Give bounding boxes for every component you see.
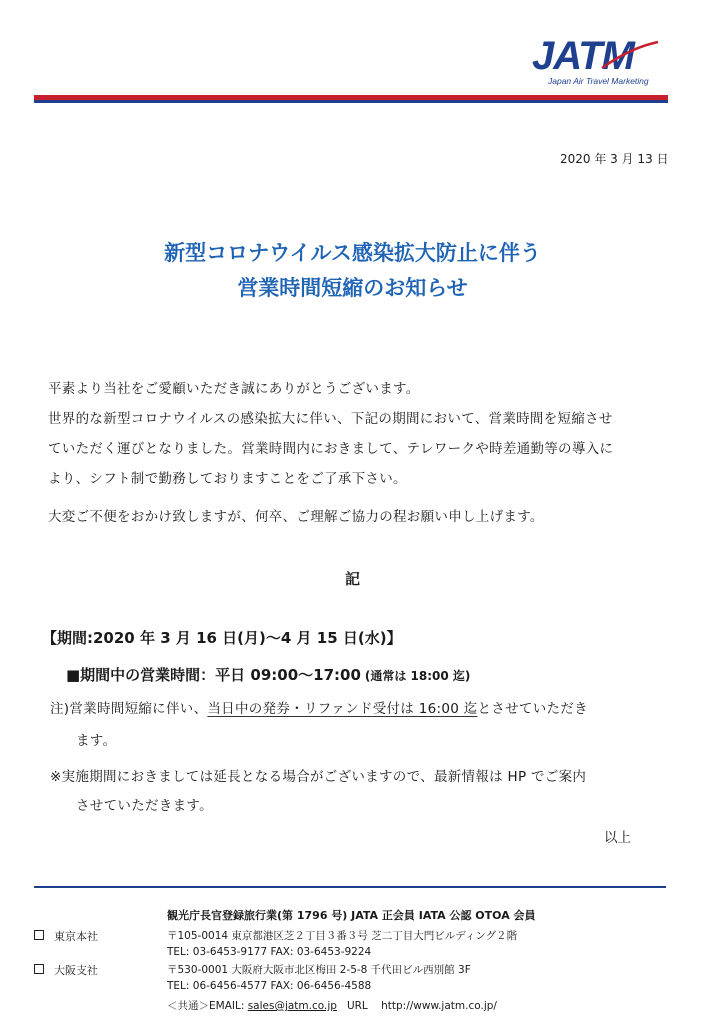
period-heading: 【期間:2020 年 3 月 16 日(月)～4 月 15 日(水)】 bbox=[42, 629, 402, 647]
logo-subtitle: Japan Air Travel Marketing bbox=[548, 76, 649, 86]
contact-line bbox=[167, 998, 497, 1013]
document-date: 2020 年 3 月 13 日 bbox=[560, 152, 669, 166]
note-suffix: とさせていただき bbox=[477, 701, 588, 717]
business-hours bbox=[66, 664, 470, 685]
body-paragraph-3: ていただく運びとなりました。営業時間内におきまして、テレワークや時差通勤等の導入に bbox=[48, 441, 614, 457]
logo-swoosh-icon bbox=[600, 38, 660, 72]
closing-mark: 以上 bbox=[604, 830, 631, 846]
checkbox-icon bbox=[34, 930, 44, 940]
body-paragraph-5: 大変ご不便をおかけ致しますが、何卒、ご理解ご協力の程お願い申し上げます。 bbox=[48, 509, 544, 525]
footer-divider bbox=[34, 886, 666, 888]
note-line-1 bbox=[50, 697, 588, 717]
osaka-address: 〒530-0001 大阪府大阪市北区梅田 2-5-8 千代田ビル西別館 3F bbox=[167, 964, 471, 976]
title-line-1: 新型コロナウイルス感染拡大防止に伴う bbox=[164, 241, 541, 265]
note-underlined: 当日中の発券・リファンド受付は 16:00 迄 bbox=[207, 701, 478, 717]
business-hours-note: (通常は 18:00 迄) bbox=[364, 669, 471, 683]
url-text[interactable]: URL http://www.jatm.co.jp/ bbox=[336, 1000, 497, 1012]
header-band-blue bbox=[34, 100, 668, 103]
checkbox-icon bbox=[34, 964, 44, 974]
note-line-2: ます。 bbox=[76, 733, 117, 749]
office-tokyo-label: 東京本社 bbox=[54, 930, 98, 943]
note-prefix: 注)営業時間短縮に伴い、 bbox=[50, 701, 208, 717]
tokyo-address: 〒105-0014 東京都港区芝２丁目３番３号 芝二丁目大門ビルディング２階 bbox=[167, 930, 518, 942]
body-paragraph-2: 世界的な新型コロナウイルスの感染拡大に伴い、下記の期間において、営業時間を短縮させ bbox=[48, 411, 613, 427]
business-hours-main: ■期間中の営業時間：平日 09:00～17:00 bbox=[66, 666, 361, 684]
osaka-phone: TEL: 06-6456-4577 FAX: 06-6456-4588 bbox=[167, 980, 372, 992]
title-line-2: 営業時間短縮のお知らせ bbox=[237, 276, 468, 300]
office-osaka-label: 大阪支社 bbox=[54, 964, 98, 977]
body-paragraph-1: 平素より当社をご愛顧いただき誠にありがとうございます。 bbox=[48, 381, 420, 397]
notice-heading: 記 bbox=[344, 570, 360, 588]
contact-prefix: ＜共通＞EMAIL: bbox=[167, 1000, 248, 1012]
company-logo: JATM bbox=[532, 34, 634, 78]
body-paragraph-4: より、シフト制で勤務しておりますことをご了承下さい。 bbox=[48, 471, 407, 487]
note-line-4: させていただきます。 bbox=[76, 798, 213, 814]
note-line-3: ※実施期間におきましては延長となる場合がございますので、最新情報は HP でご案内 bbox=[50, 769, 587, 785]
registration-info: 観光庁長官登録旅行業(第 1796 号) JATA 正会員 IATA 公認 OTOA 会員 bbox=[167, 909, 536, 922]
tokyo-phone: TEL: 03-6453-9177 FAX: 03-6453-9224 bbox=[167, 946, 372, 958]
email-link[interactable]: sales@jatm.co.jp bbox=[247, 1000, 337, 1012]
